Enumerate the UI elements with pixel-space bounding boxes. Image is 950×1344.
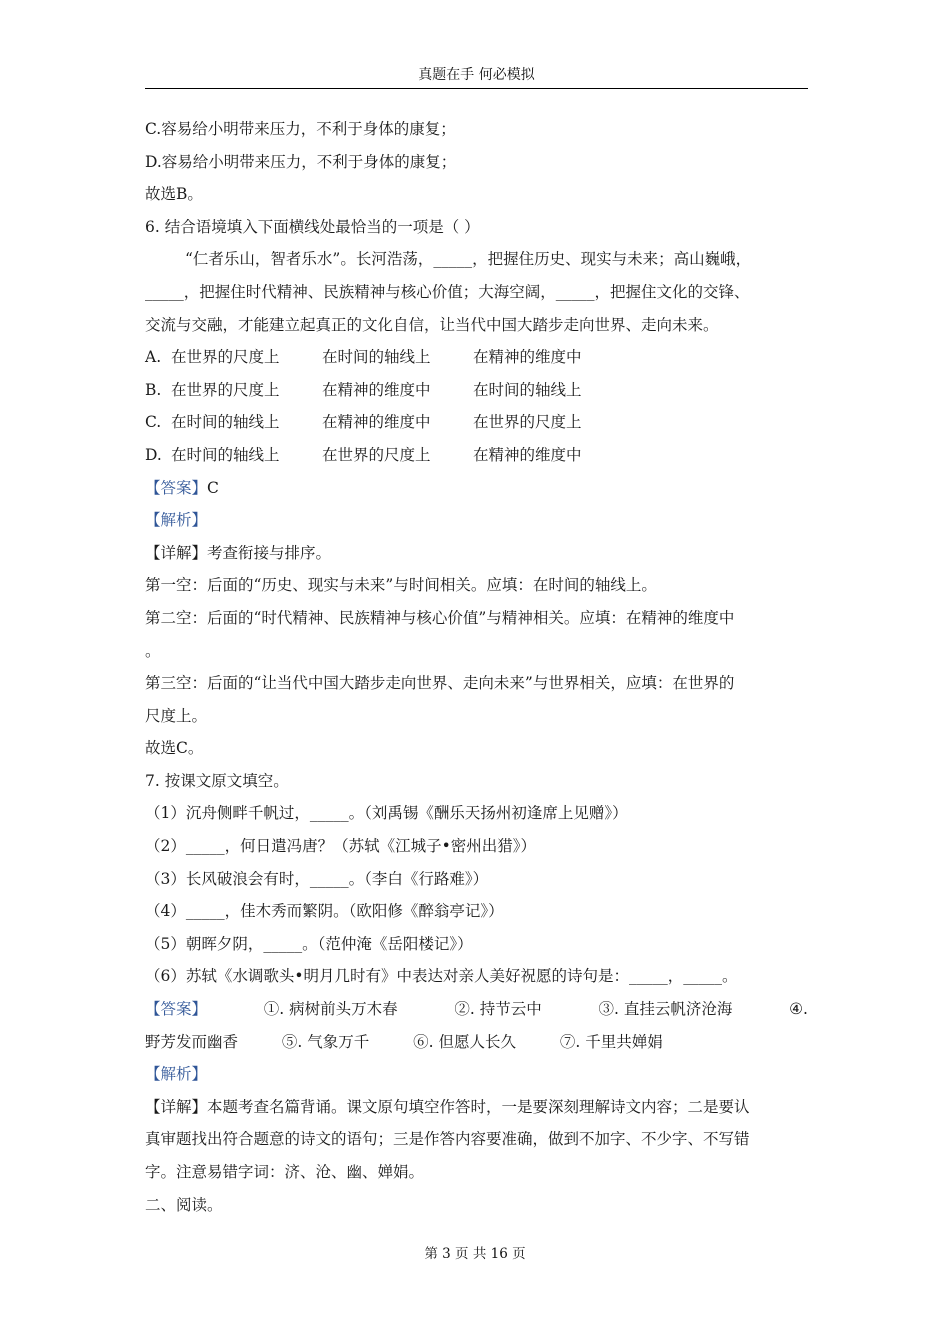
option-part: 在精神的维度中 — [322, 413, 431, 432]
option-part: 在精神的维度中 — [473, 348, 582, 367]
q7-item-3: （3）长风破浪会有时，_____。（李白《行路难》） — [145, 869, 489, 888]
answer-item: ⑥. 但愿人长久 — [413, 1032, 516, 1051]
q6-option-a — [145, 341, 808, 374]
q7-stem: 7. 按课文原文填空。 — [145, 771, 289, 790]
option-part: 在时间的轴线上 — [171, 413, 280, 432]
analysis-tag: 【解析】 — [145, 1065, 208, 1084]
section-2-heading: 二、阅读。 — [145, 1195, 223, 1214]
answer-item: ③. 直挂云帆济沧海 — [598, 1000, 733, 1019]
q7-item-2: （2）_____，何日遣冯唐？（苏轼《江城子•密州出猎》） — [145, 837, 537, 856]
q6-conclusion: 故选C。 — [145, 739, 204, 758]
q6-blank-3-tail: 尺度上。 — [145, 706, 208, 725]
option-part: 在世界的尺度上 — [322, 445, 431, 464]
q6-blank-2-tail: 。 — [145, 641, 161, 660]
q6-passage-line-1: “仁者乐山，智者乐水”。长河浩荡，_____，把握住历史、现实与未来；高山巍峨， — [185, 250, 752, 269]
answer-tag: 【答案】 — [145, 1000, 208, 1019]
option-part: 在世界的尺度上 — [473, 413, 582, 432]
q6-detail: 【详解】考查衔接与排序。 — [145, 543, 332, 562]
answer-item: ⑤. 气象万千 — [281, 1032, 370, 1051]
header-title: 真题在手 何必模拟 — [418, 67, 535, 83]
answer-tag: 【答案】 — [145, 478, 208, 497]
option-letter: A. — [145, 348, 162, 367]
answer-item: 野芳发而幽香 — [145, 1032, 239, 1051]
q6-blank-3: 第三空：后面的“让当代中国大踏步走向世界、走向未来”与世界相关，应填：在世界的 — [145, 674, 735, 693]
answer-item: ⑦. 千里共婵娟 — [559, 1032, 663, 1051]
q6-blank-2: 第二空：后面的“时代精神、民族精神与核心价值”与精神相关。应填：在精神的维度中 — [145, 608, 735, 627]
q7-answer-line-1 — [145, 993, 808, 1026]
option-part: 在时间的轴线上 — [473, 380, 582, 399]
option-part: 在精神的维度中 — [322, 380, 431, 399]
page-footer — [0, 1242, 950, 1262]
q7-item-1: （1）沉舟侧畔千帆过，_____。（刘禹锡《酬乐天扬州初逢席上见赠》） — [145, 804, 628, 823]
q7-detail-line-2: 真审题找出符合题意的诗文的语句；三是作答内容要准确，做到不加字、不少字、不写错 — [145, 1130, 750, 1149]
q6-stem: 6. 结合语境填入下面横线处最恰当的一项是（ ） — [145, 217, 480, 236]
q6-analysis-tag — [145, 504, 808, 537]
q6-option-b — [145, 374, 808, 407]
q5-conclusion: 故选B。 — [145, 185, 203, 204]
q6-answer — [145, 472, 808, 505]
answer-item: ②. 持节云中 — [454, 1000, 542, 1019]
q6-passage-line-3: 交流与交融，才能建立起真正的文化自信，让当代中国大踏步走向世界、走向未来。 — [145, 315, 719, 334]
q5-option-c: C.容易给小明带来压力，不利于身体的康复； — [145, 120, 456, 138]
option-part: 在世界的尺度上 — [171, 348, 280, 367]
option-letter: D. — [145, 445, 162, 464]
option-letter: C. — [145, 413, 162, 432]
answer-item: ④. — [789, 1000, 808, 1019]
q7-analysis-tag — [145, 1058, 808, 1091]
option-part: 在世界的尺度上 — [171, 380, 280, 399]
q7-item-5: （5）朝晖夕阴，_____。（范仲淹《岳阳楼记》） — [145, 934, 473, 953]
option-part: 在时间的轴线上 — [322, 348, 431, 367]
analysis-tag: 【解析】 — [145, 511, 208, 530]
option-part: 在时间的轴线上 — [171, 445, 280, 464]
q6-blank-1: 第一空：后面的“历史、现实与未来”与时间相关。应填：在时间的轴线上。 — [145, 576, 657, 595]
q7-detail-line-3: 字。注意易错字词：济、沧、幽、婵娟。 — [145, 1163, 425, 1181]
q6-option-d — [145, 439, 808, 472]
answer-item: ①. 病树前头万木春 — [263, 1000, 398, 1019]
answer-value: C — [207, 478, 219, 497]
option-part: 在精神的维度中 — [473, 445, 582, 464]
q7-answer-line-2 — [145, 1026, 808, 1059]
q7-detail-line-1: 【详解】本题考查名篇背诵。课文原句填空作答时，一是要深刻理解诗文内容；二是要认 — [145, 1097, 750, 1116]
option-letter: B. — [145, 380, 162, 399]
q6-option-c — [145, 406, 808, 439]
page-header — [145, 62, 808, 89]
page-number: 第 3 页 共 16 页 — [424, 1246, 526, 1262]
document-body — [145, 113, 808, 1221]
q6-passage-line-2: _____，把握住时代精神、民族精神与核心价值；大海空阔，_____，把握住文化的交锋、 — [145, 282, 750, 301]
q5-option-d: D.容易给小明带来压力，不利于身体的康复； — [145, 152, 457, 171]
q7-item-4: （4）_____，佳木秀而繁阴。（欧阳修《醉翁亭记》） — [145, 902, 504, 921]
q7-item-6: （6）苏轼《水调歌头•明月几时有》中表达对亲人美好祝愿的诗句是：_____，_____。 — [145, 967, 738, 986]
